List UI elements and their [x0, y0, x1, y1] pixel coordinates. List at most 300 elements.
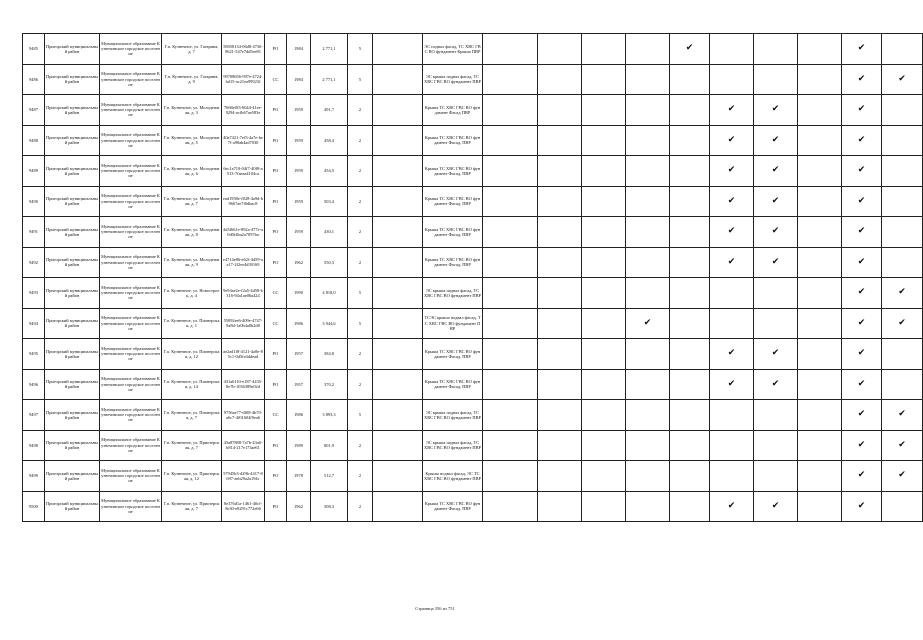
type-cell: СС [265, 64, 287, 95]
mark-cell-7 [754, 186, 798, 217]
checkmark-icon: ✔ [727, 104, 736, 115]
mark-cell-1 [483, 491, 538, 522]
checkmark-icon: ✔ [771, 134, 780, 145]
address-cell: Г.п. Кузнечное, ул. Молодежная, д. 8 [162, 217, 222, 248]
mark-cell-6 [710, 217, 754, 248]
checkmark-icon: ✔ [857, 134, 866, 145]
mark-cell-9 [842, 278, 882, 309]
municipality-cell: Муниципальное образование Кузнечинское городское поселение [100, 247, 162, 278]
mark-cell-2 [538, 400, 582, 431]
mark-cell-5 [670, 247, 710, 278]
municipality-cell: Муниципальное образование Кузнечинское городское поселение [100, 430, 162, 461]
district-cell: Пригорский муниципальный район [45, 95, 100, 126]
work-types-cell: ЭС подвал фасад, ТС ХВС ГВС ВО фундамент Крыша ПВР [423, 34, 483, 65]
municipality-cell: Муниципальное образование Кузнечинское городское поселение [100, 95, 162, 126]
row-number: 9488 [23, 125, 45, 156]
year-cell: 1959 [287, 125, 311, 156]
mark-cell-2 [538, 278, 582, 309]
year-cell: 1959 [287, 156, 311, 187]
municipality-cell: Муниципальное образование Кузнечинское городское поселение [100, 461, 162, 492]
year-cell: 1957 [287, 339, 311, 370]
year-cell: 1959 [287, 95, 311, 126]
area-cell: 384,8 [311, 339, 348, 370]
mark-cell-2 [538, 430, 582, 461]
table-row [23, 125, 923, 156]
checkmark-icon: ✔ [727, 195, 736, 206]
checkmark-icon: ✔ [685, 43, 694, 54]
fias-code-cell: 43a87888-7a7b-43a6-b814-217e173ae61 [222, 430, 265, 461]
mark-cell-1 [483, 217, 538, 248]
checkmark-icon: ✔ [771, 195, 780, 206]
mark-cell-6 [710, 369, 754, 400]
blank-cell [373, 247, 423, 278]
mark-cell-9 [842, 95, 882, 126]
mark-cell-4 [626, 308, 670, 339]
mark-cell-10 [882, 64, 923, 95]
table-row [23, 186, 923, 217]
floors-cell: 5 [348, 34, 373, 65]
type-cell: РО [265, 186, 287, 217]
mark-cell-3 [582, 217, 626, 248]
municipality-cell: Муниципальное образование Кузнечинское городское поселение [100, 156, 162, 187]
floors-cell: 2 [348, 125, 373, 156]
mark-cell-2 [538, 369, 582, 400]
blank-cell [373, 95, 423, 126]
area-cell: 370,2 [311, 369, 348, 400]
mark-cell-4 [626, 400, 670, 431]
mark-cell-5 [670, 186, 710, 217]
mark-cell-7 [754, 217, 798, 248]
mark-cell-7 [754, 64, 798, 95]
mark-cell-6 [710, 491, 754, 522]
area-cell: 4 818,0 [311, 278, 348, 309]
district-cell: Пригорский муниципальный район [45, 278, 100, 309]
municipality-cell: Муниципальное образование Кузнечинское городское поселение [100, 278, 162, 309]
mark-cell-8 [798, 186, 842, 217]
mark-cell-1 [483, 247, 538, 278]
floors-cell: 5 [348, 308, 373, 339]
checkmark-icon: ✔ [898, 470, 906, 481]
mark-cell-3 [582, 156, 626, 187]
blank-cell [373, 400, 423, 431]
mark-cell-2 [538, 64, 582, 95]
work-types-cell: Крыша ТС ХВС ГВС ВО фундамент Фасад, ПВР [423, 339, 483, 370]
district-cell: Пригорский муниципальный район [45, 125, 100, 156]
checkmark-icon: ✔ [727, 378, 736, 389]
checkmark-icon: ✔ [857, 165, 866, 176]
mark-cell-2 [538, 186, 582, 217]
area-cell: 503,4 [311, 186, 348, 217]
mark-cell-7 [754, 125, 798, 156]
blank-cell [373, 278, 423, 309]
district-cell: Пригорский муниципальный район [45, 186, 100, 217]
mark-cell-10 [882, 339, 923, 370]
checkmark-icon: ✔ [771, 256, 780, 267]
district-cell: Пригорский муниципальный район [45, 339, 100, 370]
table-row [23, 369, 923, 400]
mark-cell-8 [798, 247, 842, 278]
mark-cell-10 [882, 217, 923, 248]
type-cell: РО [265, 95, 287, 126]
type-cell: РО [265, 430, 287, 461]
work-types-cell: ТСЭС крыша подвал фасад, ТС ХВС ГВС ВО фундамент ПВР [423, 308, 483, 339]
row-number: 9494 [23, 308, 45, 339]
mark-cell-9 [842, 491, 882, 522]
checkmark-icon: ✔ [857, 378, 866, 389]
year-cell: 1990 [287, 278, 311, 309]
mark-cell-3 [582, 400, 626, 431]
address-cell: Г.п. Кузнечное, ул. Гагарина, д. 9 [162, 64, 222, 95]
table-row [23, 278, 923, 309]
year-cell: 1957 [287, 369, 311, 400]
mark-cell-6 [710, 400, 754, 431]
mark-cell-6 [710, 34, 754, 65]
mark-cell-3 [582, 369, 626, 400]
mark-cell-3 [582, 491, 626, 522]
mark-cell-1 [483, 34, 538, 65]
work-types-cell: Крыша ТС ХВС ГВС ВО фундамент Фасад, ПВР [423, 369, 483, 400]
mark-cell-8 [798, 461, 842, 492]
mark-cell-9 [842, 125, 882, 156]
mark-cell-9 [842, 217, 882, 248]
floors-cell: 5 [348, 400, 373, 431]
mark-cell-5 [670, 308, 710, 339]
district-cell: Пригорский муниципальный район [45, 34, 100, 65]
year-cell: 1984 [287, 64, 311, 95]
type-cell: РО [265, 156, 287, 187]
year-cell: 1986 [287, 400, 311, 431]
mark-cell-3 [582, 34, 626, 65]
mark-cell-7 [754, 156, 798, 187]
page-number: Страница 356 из 751 [415, 606, 455, 611]
mark-cell-2 [538, 125, 582, 156]
mark-cell-6 [710, 125, 754, 156]
table-row [23, 247, 923, 278]
mark-cell-9 [842, 186, 882, 217]
area-cell: 491,7 [311, 95, 348, 126]
checkmark-icon: ✔ [898, 287, 906, 298]
area-cell: 458,4 [311, 125, 348, 156]
mark-cell-7 [754, 369, 798, 400]
blank-cell [373, 339, 423, 370]
type-cell: РО [265, 491, 287, 522]
mark-cell-10 [882, 247, 923, 278]
mark-cell-2 [538, 308, 582, 339]
checkmark-icon: ✔ [898, 439, 906, 450]
mark-cell-8 [798, 217, 842, 248]
year-cell: 1962 [287, 247, 311, 278]
mark-cell-9 [842, 400, 882, 431]
address-cell: Г.п. Кузнечное, ул. Новостроек, д. 4 [162, 278, 222, 309]
checkmark-icon: ✔ [898, 317, 906, 328]
checkmark-icon: ✔ [857, 104, 866, 115]
checkmark-icon: ✔ [727, 348, 736, 359]
district-cell: Пригорский муниципальный район [45, 308, 100, 339]
mark-cell-10 [882, 95, 923, 126]
mark-cell-9 [842, 308, 882, 339]
mark-cell-4 [626, 125, 670, 156]
checkmark-icon: ✔ [857, 409, 866, 420]
mark-cell-6 [710, 186, 754, 217]
mark-cell-7 [754, 491, 798, 522]
mark-cell-1 [483, 400, 538, 431]
mark-cell-1 [483, 278, 538, 309]
type-cell: РО [265, 34, 287, 65]
area-cell: 801,9 [311, 430, 348, 461]
area-cell: 512,7 [311, 461, 348, 492]
district-cell: Пригорский муниципальный район [45, 247, 100, 278]
floors-cell: 2 [348, 461, 373, 492]
address-cell: Г.п. Кузнечное, ул. Пионерская, д. 14 [162, 369, 222, 400]
blank-cell [373, 369, 423, 400]
type-cell: СС [265, 308, 287, 339]
mark-cell-4 [626, 156, 670, 187]
mark-cell-10 [882, 430, 923, 461]
municipality-cell: Муниципальное образование Кузнечинское городское поселение [100, 34, 162, 65]
mark-cell-4 [626, 491, 670, 522]
mark-cell-8 [798, 369, 842, 400]
checkmark-icon: ✔ [898, 409, 906, 420]
mark-cell-9 [842, 64, 882, 95]
address-cell: Г.п. Кузнечное, ул. Пионерская, д. 12 [162, 339, 222, 370]
mark-cell-1 [483, 156, 538, 187]
mark-cell-5 [670, 339, 710, 370]
mark-cell-3 [582, 339, 626, 370]
mark-cell-5 [670, 34, 710, 65]
mark-cell-8 [798, 34, 842, 65]
year-cell: 1959 [287, 217, 311, 248]
checkmark-icon: ✔ [898, 73, 906, 84]
address-cell: Г.п. Кузнечное, ул. Молодежная, д. 5 [162, 125, 222, 156]
mark-cell-10 [882, 491, 923, 522]
district-cell: Пригорский муниципальный район [45, 400, 100, 431]
checkmark-icon: ✔ [857, 195, 866, 206]
mark-cell-10 [882, 461, 923, 492]
mark-cell-7 [754, 247, 798, 278]
address-cell: Г.п. Кузнечное, ул. Молодежная, д. 3 [162, 95, 222, 126]
fias-code-cell: 99708656-997e-4724-bd15-ac21ea99923f [222, 64, 265, 95]
mark-cell-6 [710, 308, 754, 339]
municipality-cell: Муниципальное образование Кузнечинское городское поселение [100, 125, 162, 156]
mark-cell-6 [710, 247, 754, 278]
year-cell: 1989 [287, 430, 311, 461]
mark-cell-10 [882, 369, 923, 400]
blank-cell [373, 156, 423, 187]
blank-cell [373, 217, 423, 248]
fias-code-cell: 40a7421-7ef5-4a7e-be7f-a98ab4ad7030 [222, 125, 265, 156]
mark-cell-4 [626, 95, 670, 126]
district-cell: Пригорский муниципальный район [45, 156, 100, 187]
mark-cell-4 [626, 369, 670, 400]
checkmark-icon: ✔ [643, 317, 652, 328]
mark-cell-5 [670, 278, 710, 309]
mark-cell-9 [842, 339, 882, 370]
floors-cell: 2 [348, 217, 373, 248]
blank-cell [373, 491, 423, 522]
district-cell: Пригорский муниципальный район [45, 461, 100, 492]
checkmark-icon: ✔ [727, 256, 736, 267]
fias-code-cell: 58058134-06d8-4736-9621-547e7dd5ee81 [222, 34, 265, 65]
mark-cell-3 [582, 186, 626, 217]
municipality-cell: Муниципальное образование Кузнечинское городское поселение [100, 217, 162, 248]
mark-cell-1 [483, 339, 538, 370]
floors-cell: 2 [348, 95, 373, 126]
blank-cell [373, 308, 423, 339]
checkmark-icon: ✔ [857, 43, 866, 54]
mark-cell-2 [538, 217, 582, 248]
floors-cell: 2 [348, 430, 373, 461]
district-cell: Пригорский муниципальный район [45, 64, 100, 95]
mark-cell-10 [882, 400, 923, 431]
checkmark-icon: ✔ [857, 287, 866, 298]
mark-cell-1 [483, 430, 538, 461]
row-number: 9497 [23, 400, 45, 431]
floors-cell: 2 [348, 186, 373, 217]
mark-cell-5 [670, 461, 710, 492]
year-cell: 1984 [287, 34, 311, 65]
work-types-cell: Крыша ТС ХВС ГВС ВО фундамент Фасад, ПВР [423, 491, 483, 522]
table-row [23, 217, 923, 248]
row-number: 9491 [23, 217, 45, 248]
fias-code-cell: 4d3f661e-892a-477e-a0d0f4ba2a7097ba [222, 217, 265, 248]
mark-cell-1 [483, 461, 538, 492]
mark-cell-5 [670, 400, 710, 431]
mark-cell-6 [710, 430, 754, 461]
work-types-cell: ЭС крыша подвал фасад, ТС ХВС ГВС ВО фундамент ПВР [423, 278, 483, 309]
table-row [23, 95, 923, 126]
row-number: 9498 [23, 430, 45, 461]
address-cell: Г.п. Кузнечное, ул. Приозерская, д. 12 [162, 461, 222, 492]
mark-cell-1 [483, 308, 538, 339]
address-cell: Г.п. Кузнечное, ул. Приозерская, д. 7 [162, 430, 222, 461]
mark-cell-6 [710, 278, 754, 309]
mark-cell-8 [798, 430, 842, 461]
address-cell: Г.п. Кузнечное, ул. Пионерская, д. 7 [162, 400, 222, 431]
type-cell: РО [265, 125, 287, 156]
table-row [23, 64, 923, 95]
checkmark-icon: ✔ [771, 348, 780, 359]
year-cell: 1978 [287, 461, 311, 492]
mark-cell-3 [582, 308, 626, 339]
mark-cell-9 [842, 247, 882, 278]
mark-cell-5 [670, 369, 710, 400]
table-row [23, 156, 923, 187]
mark-cell-9 [842, 156, 882, 187]
year-cell: 1962 [287, 491, 311, 522]
mark-cell-6 [710, 156, 754, 187]
address-cell: Г.п. Кузнечное, ул. Молодежная, д. 7 [162, 186, 222, 217]
row-number: 9485 [23, 34, 45, 65]
row-number: 9487 [23, 95, 45, 126]
table-body [23, 34, 923, 522]
mark-cell-1 [483, 125, 538, 156]
mark-cell-8 [798, 156, 842, 187]
table-row [23, 491, 923, 522]
mark-cell-2 [538, 339, 582, 370]
work-types-cell: Крыша ТС ХВС ГВС ВО фундамент Фасад, ПВР [423, 125, 483, 156]
fias-code-cell: e4714e86-e62f-4d59-aa17-2f2ee4d39169 [222, 247, 265, 278]
mark-cell-9 [842, 34, 882, 65]
work-types-cell: Крыша ТС ХВС ГВС ВО фундамент Фасад, ПВР [423, 186, 483, 217]
district-cell: Пригорский муниципальный район [45, 369, 100, 400]
checkmark-icon: ✔ [727, 134, 736, 145]
type-cell: СС [265, 278, 287, 309]
area-cell: 508,3 [311, 491, 348, 522]
mark-cell-5 [670, 491, 710, 522]
mark-cell-3 [582, 461, 626, 492]
floors-cell: 2 [348, 339, 373, 370]
mark-cell-3 [582, 64, 626, 95]
area-cell: 2 771,1 [311, 64, 348, 95]
type-cell: СС [265, 400, 287, 431]
floors-cell: 2 [348, 156, 373, 187]
row-number: 9490 [23, 186, 45, 217]
district-cell: Пригорский муниципальный район [45, 491, 100, 522]
mark-cell-5 [670, 64, 710, 95]
mark-cell-5 [670, 125, 710, 156]
mark-cell-2 [538, 34, 582, 65]
table-row [23, 308, 923, 339]
mark-cell-8 [798, 491, 842, 522]
checkmark-icon: ✔ [857, 73, 866, 84]
municipality-cell: Муниципальное образование Кузнечинское городское поселение [100, 186, 162, 217]
municipality-cell: Муниципальное образование Кузнечинское городское поселение [100, 369, 162, 400]
mark-cell-9 [842, 369, 882, 400]
mark-cell-1 [483, 95, 538, 126]
checkmark-icon: ✔ [771, 104, 780, 115]
blank-cell [373, 125, 423, 156]
mark-cell-10 [882, 34, 923, 65]
row-number: 9493 [23, 278, 45, 309]
address-cell: Г.п. Кузнечное, ул. Гагарина, д. 7 [162, 34, 222, 65]
floors-cell: 2 [348, 369, 373, 400]
checkmark-icon: ✔ [857, 500, 866, 511]
area-cell: 3 893,3 [311, 400, 348, 431]
mark-cell-7 [754, 278, 798, 309]
mark-cell-7 [754, 34, 798, 65]
mark-cell-5 [670, 156, 710, 187]
mark-cell-2 [538, 95, 582, 126]
type-cell: РО [265, 339, 287, 370]
year-cell: 1959 [287, 186, 311, 217]
mark-cell-10 [882, 308, 923, 339]
checkmark-icon: ✔ [857, 317, 866, 328]
fias-code-cell: 431a6110-e187-4435-8e7b-1036389e02d [222, 369, 265, 400]
floors-cell: 2 [348, 491, 373, 522]
floors-cell: 5 [348, 64, 373, 95]
blank-cell [373, 64, 423, 95]
mark-cell-6 [710, 461, 754, 492]
checkmark-icon: ✔ [771, 226, 780, 237]
table-row [23, 461, 923, 492]
district-cell: Пригорский муниципальный район [45, 217, 100, 248]
municipality-cell: Муниципальное образование Кузнечинское городское поселение [100, 339, 162, 370]
mark-cell-8 [798, 339, 842, 370]
municipality-cell: Муниципальное образование Кузнечинское городское поселение [100, 400, 162, 431]
mark-cell-10 [882, 125, 923, 156]
mark-cell-8 [798, 64, 842, 95]
fias-code-cell: 57945b3-d29b-4417-8697-aeb29a2a194c [222, 461, 265, 492]
mark-cell-6 [710, 95, 754, 126]
mark-cell-4 [626, 339, 670, 370]
area-cell: 454,5 [311, 156, 348, 187]
mark-cell-5 [670, 95, 710, 126]
area-cell: 430,1 [311, 217, 348, 248]
mark-cell-10 [882, 156, 923, 187]
type-cell: РО [265, 217, 287, 248]
mark-cell-1 [483, 186, 538, 217]
mark-cell-7 [754, 95, 798, 126]
